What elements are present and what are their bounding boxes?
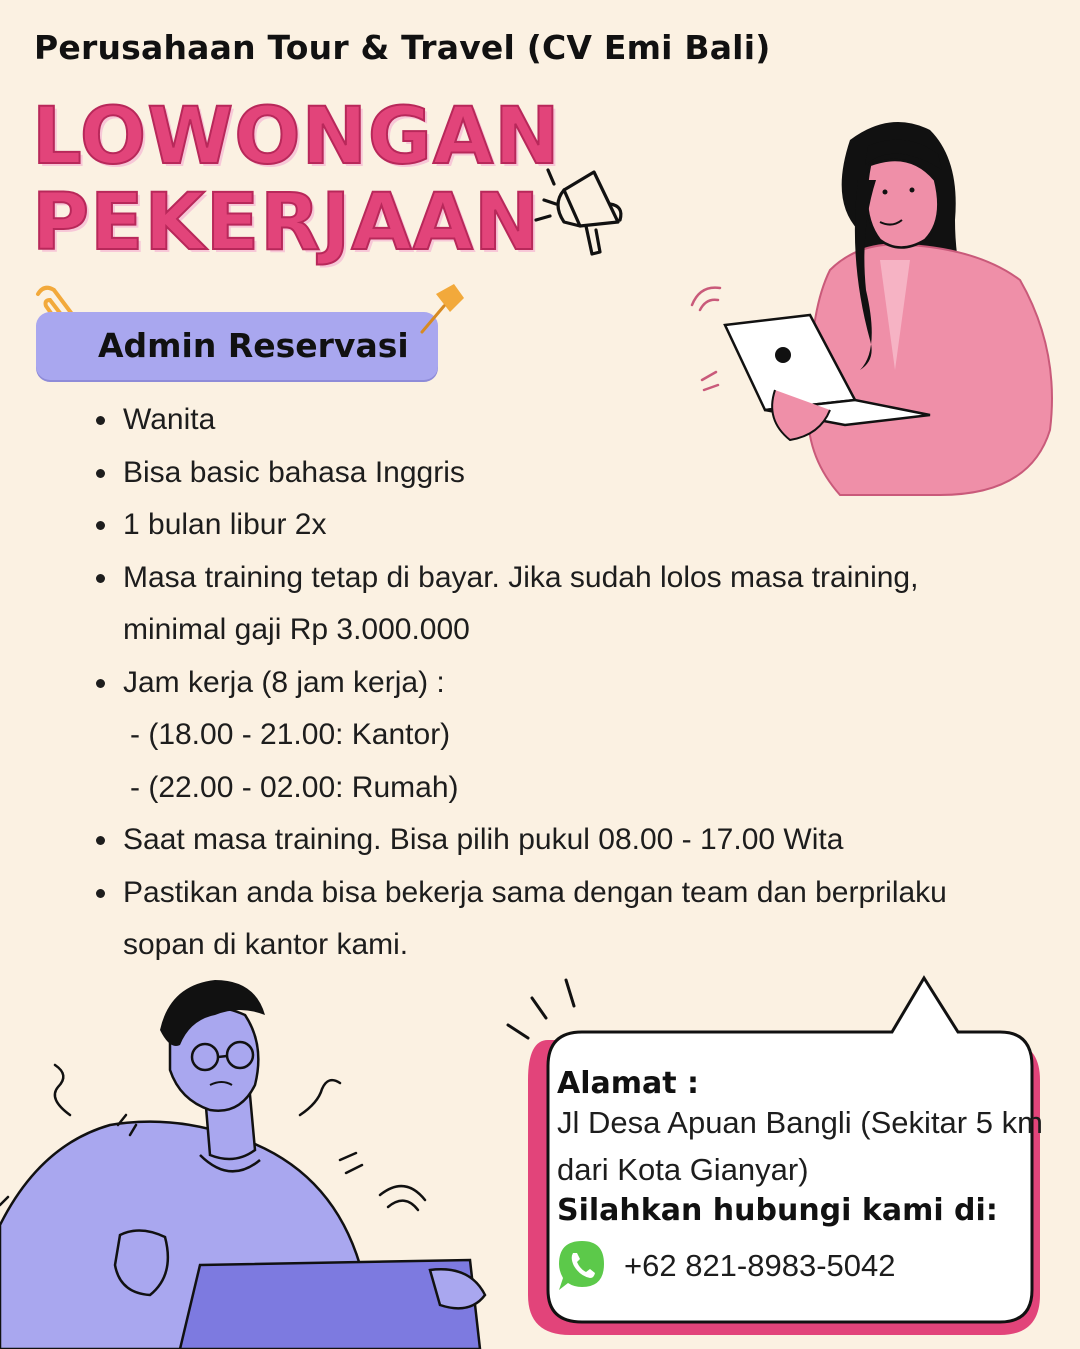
headline-line-1: LOWONGAN <box>32 92 561 182</box>
pin-icon <box>414 280 470 340</box>
contact-cta: Silahkan hubungi kami di: <box>557 1193 998 1228</box>
list-item: Bisa basic bahasa Inggris <box>90 447 990 500</box>
list-item: Saat masa training. Bisa pilih pukul 08.00 - 17.00 Wita <box>90 814 990 867</box>
list-subitem: - (22.00 - 02.00: Rumah) <box>130 770 459 804</box>
list-item: Masa training tetap di bayar. Jika sudah lolos masa training, <box>90 552 990 605</box>
company-name: Perusahaan Tour & Travel (CV Emi Bali) <box>34 28 771 67</box>
megaphone-icon <box>522 160 632 260</box>
list-item-continuation: sopan di kantor kami. <box>123 928 409 961</box>
address-label: Alamat : <box>557 1066 700 1101</box>
list-item: Pastikan anda bisa bekerja sama dengan team dan berprilaku <box>90 867 990 920</box>
list-item: 1 bulan libur 2x <box>90 499 990 552</box>
whatsapp-icon <box>556 1238 608 1294</box>
address-line-1: Jl Desa Apuan Bangli (Sekitar 5 km <box>557 1105 1043 1140</box>
list-subitem: - (18.00 - 21.00: Kantor) <box>130 718 451 751</box>
list-item: Jam kerja (8 jam kerja) : <box>90 657 990 710</box>
list-item: Wanita <box>90 394 990 447</box>
phone-number[interactable]: +62 821-8983-5042 <box>624 1248 896 1283</box>
list-item-continuation: minimal gaji Rp 3.000.000 <box>123 613 470 646</box>
position-title: Admin Reservasi <box>98 326 409 365</box>
headline-line-2: PEKERJAAN <box>32 178 541 268</box>
requirements-list <box>90 394 990 972</box>
man-tablet-illustration <box>0 975 500 1349</box>
address-line-2: dari Kota Gianyar) <box>557 1152 809 1187</box>
